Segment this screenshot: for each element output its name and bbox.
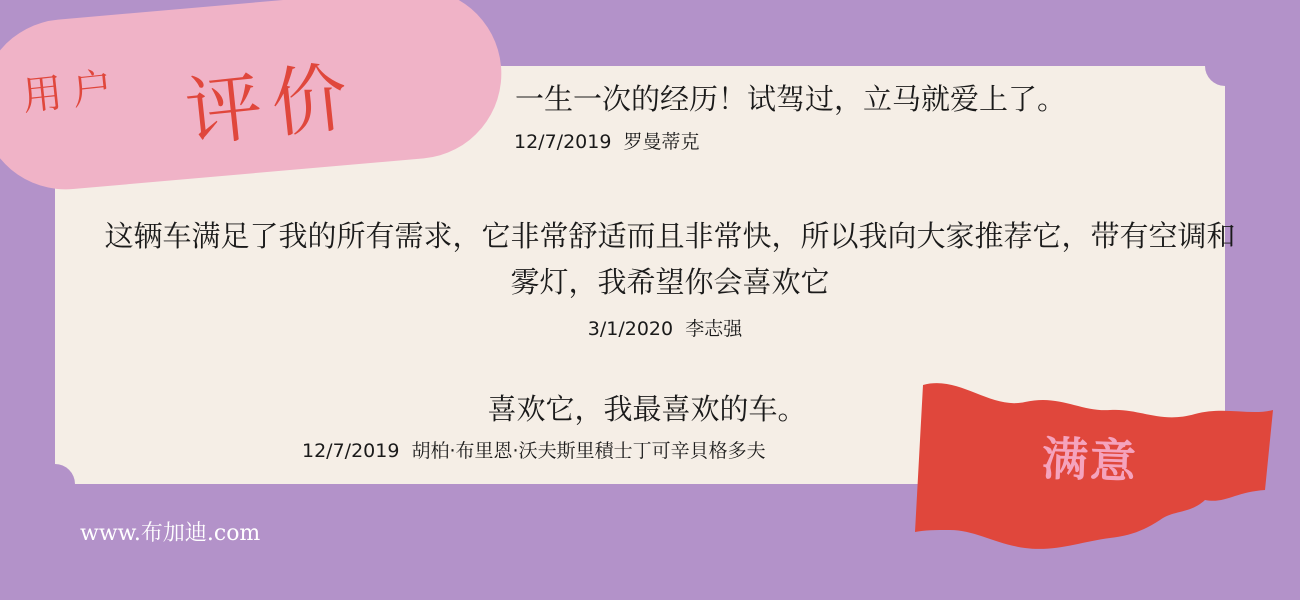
review-3-author: 胡柏·布里恩·沃夫斯里積士丁可辛貝格多夫 bbox=[411, 440, 766, 462]
review-2-author: 李志强 bbox=[685, 318, 743, 340]
page-title-prefix: 用户 bbox=[20, 63, 125, 121]
review-3-date: 12/7/2019 bbox=[302, 440, 400, 462]
review-1-text: 一生一次的经历！试驾过，立马就爱上了。 bbox=[515, 82, 1067, 116]
badge-label: 满意 bbox=[1040, 431, 1139, 489]
review-1-date: 12/7/2019 bbox=[514, 131, 612, 153]
card-notch-bottom-left bbox=[35, 464, 75, 504]
review-1-meta bbox=[514, 127, 700, 154]
page-title-main: 评价 bbox=[181, 51, 362, 158]
review-2-meta bbox=[0, 314, 1300, 341]
review-2-text: 这辆车满足了我的所有需求，它非常舒适而且非常快，所以我向大家推荐它，带有空调和雾灯，我希望你会喜欢它 bbox=[104, 219, 1236, 299]
footer-url-link[interactable]: www.布加迪.com bbox=[80, 521, 261, 546]
review-3-text: 喜欢它，我最喜欢的车。 bbox=[487, 392, 807, 426]
review-1-author: 罗曼蒂克 bbox=[623, 131, 700, 153]
review-2-date: 3/1/2020 bbox=[587, 318, 674, 340]
card-notch-top-right bbox=[1205, 46, 1245, 86]
review-3-meta bbox=[302, 436, 766, 463]
